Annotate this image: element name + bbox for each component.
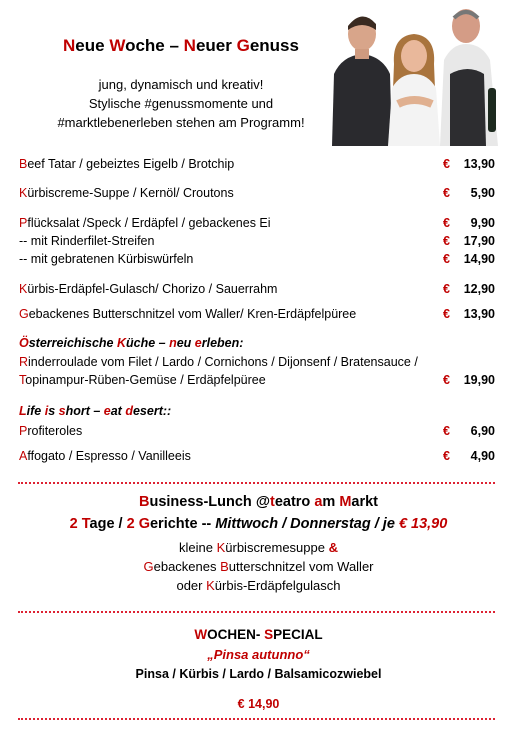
currency-symbol: €	[443, 157, 450, 171]
text-segment: 2	[126, 516, 139, 532]
item-price: 17,90	[463, 234, 495, 248]
menu-item-profiteroles: Profiteroles € 6,90	[19, 424, 495, 438]
text-segment: W	[194, 627, 208, 642]
text-segment: M	[339, 494, 352, 510]
currency-symbol: €	[443, 424, 450, 438]
text-segment: N	[183, 36, 196, 55]
currency-symbol: €	[443, 373, 450, 387]
text-segment: e	[194, 336, 202, 350]
text-segment: e	[103, 404, 111, 418]
menu-item-salat-kuerbis: -- mit gebratenen Kürbiswürfeln € 14,90	[19, 252, 495, 266]
currency-symbol: €	[443, 307, 450, 321]
text-segment: arkt	[351, 494, 379, 510]
text-segment: G	[236, 36, 250, 55]
menu-item-affogato: Affogato / Espresso / Vanilleeis € 4,90	[19, 449, 495, 463]
text-segment: ürbiscremesuppe	[225, 540, 329, 555]
item-price: 12,90	[463, 282, 495, 296]
menu-item-gulasch: Kürbis-Erdäpfel-Gulasch/ Chorizo / Sauerrahm € 12,90	[19, 282, 495, 296]
text-segment: &	[328, 540, 338, 555]
text-segment: S	[264, 627, 274, 642]
divider	[18, 718, 495, 720]
currency-symbol: €	[443, 186, 450, 200]
text-segment: üche –	[126, 336, 170, 350]
text-segment: eatro	[274, 494, 315, 510]
currency-symbol: €	[443, 252, 450, 266]
special-title	[0, 627, 517, 642]
text-segment: ife	[26, 404, 45, 418]
text-segment: L	[19, 404, 27, 418]
item-price: 6,90	[470, 424, 495, 438]
person-center-figure	[388, 34, 440, 146]
text-segment: OCHEN-	[207, 627, 265, 642]
text-segment: esert::	[132, 404, 172, 418]
currency-symbol: €	[443, 234, 450, 248]
special-price: € 14,90	[237, 697, 280, 711]
menu-item-rinderroulade: Rinderroulade vom Filet / Lardo / Cornichons / Dijonsenf / Bratensauce /	[19, 355, 418, 369]
text-segment: s	[58, 404, 66, 418]
text-segment: eu	[176, 336, 195, 350]
intro-line-1: jung, dynamisch und kreativ!	[98, 77, 264, 92]
menu-item-kuerbiscreme-suppe: Kürbiscreme-Suppe / Kernöl/ Croutons € 5,90	[19, 186, 495, 200]
page-title	[0, 36, 362, 56]
text-segment: Ö	[19, 336, 29, 350]
text-segment: oche –	[125, 36, 184, 55]
person-left-figure	[332, 16, 392, 146]
text-segment: W	[109, 36, 126, 55]
text-segment: ürbis-Erdäpfelgulasch	[214, 578, 341, 593]
text-segment: N	[63, 36, 76, 55]
item-price: 13,90	[463, 307, 495, 321]
text-segment: n	[169, 336, 177, 350]
currency-symbol: €	[443, 449, 450, 463]
text-segment: kleine	[179, 540, 217, 555]
text-segment: d	[125, 404, 133, 418]
person-right-figure	[440, 9, 498, 146]
business-lunch-days	[0, 516, 517, 532]
team-photo	[322, 4, 508, 146]
text-segment: sterreichische	[28, 336, 117, 350]
text-segment: B	[220, 559, 229, 574]
text-segment: eue	[75, 36, 110, 55]
text-segment: 2	[69, 516, 82, 532]
text-segment: Mittwoch / Donnerstag / je	[215, 516, 399, 532]
text-segment: G	[138, 516, 150, 532]
business-lunch-option-soup	[0, 540, 517, 555]
intro-line-3: #marktlebenerleben stehen am Programm!	[57, 115, 305, 130]
menu-item-rinderroulade-sides: Topinampur-Rüben-Gemüse / Erdäpfelpüree € 19,90	[19, 373, 495, 387]
item-price: 5,90	[470, 186, 495, 200]
text-segment: € 13,90	[398, 516, 448, 532]
menu-item-beef-tatar: Beef Tatar / gebeiztes Eigelb / Brotchip € 13,90	[19, 157, 495, 171]
section-title-dessert	[19, 404, 171, 418]
text-segment: enuss	[249, 36, 299, 55]
text-segment: at	[110, 404, 126, 418]
text-segment: age /	[89, 516, 127, 532]
business-lunch-option-gulasch	[0, 578, 517, 593]
text-segment: usiness-Lunch @	[149, 494, 270, 510]
special-name: „Pinsa autunno“	[207, 647, 310, 662]
business-lunch-title	[0, 494, 517, 510]
text-segment: s	[48, 404, 59, 418]
currency-symbol: €	[443, 216, 450, 230]
menu-item-salat-rinderfilet: -- mit Rinderfilet-Streifen € 17,90	[19, 234, 495, 248]
text-segment: G	[143, 559, 154, 574]
text-segment: utterschnitzel vom Waller	[228, 559, 374, 574]
divider	[18, 482, 495, 484]
intro-line-2: Stylische #genussmomente und	[88, 96, 274, 111]
item-price: 9,90	[470, 216, 495, 230]
item-price: 19,90	[463, 373, 495, 387]
text-segment: hort –	[65, 404, 104, 418]
text-segment: K	[116, 336, 127, 350]
section-title-austrian	[19, 336, 243, 350]
text-segment: t	[269, 494, 275, 510]
text-segment: a	[314, 494, 323, 510]
text-segment: ebackenes	[153, 559, 221, 574]
special-description: Pinsa / Kürbis / Lardo / Balsamicozwiebel	[135, 667, 382, 681]
text-segment: K	[206, 578, 215, 593]
text-segment: PECIAL	[273, 627, 323, 642]
item-price: 13,90	[463, 157, 495, 171]
item-price: 14,90	[463, 252, 495, 266]
text-segment: m	[322, 494, 340, 510]
menu-item-butterschnitzel: Gebackenes Butterschnitzel vom Waller/ Kren-Erdäpfelpüree € 13,90	[19, 307, 495, 321]
text-segment: K	[216, 540, 226, 555]
text-segment: oder	[176, 578, 207, 593]
text-segment: B	[138, 494, 150, 510]
business-lunch-option-schnitzel	[0, 559, 517, 574]
divider	[18, 611, 495, 613]
currency-symbol: €	[443, 282, 450, 296]
text-segment: T	[81, 516, 90, 532]
menu-item-pfluecksalat: Pflücksalat /Speck / Erdäpfel / gebackenes Ei € 9,90	[19, 216, 495, 230]
text-segment: erichte --	[149, 516, 216, 532]
text-segment: i	[44, 404, 49, 418]
text-segment: rleben:	[201, 336, 244, 350]
item-price: 4,90	[470, 449, 495, 463]
text-segment: euer	[195, 36, 237, 55]
